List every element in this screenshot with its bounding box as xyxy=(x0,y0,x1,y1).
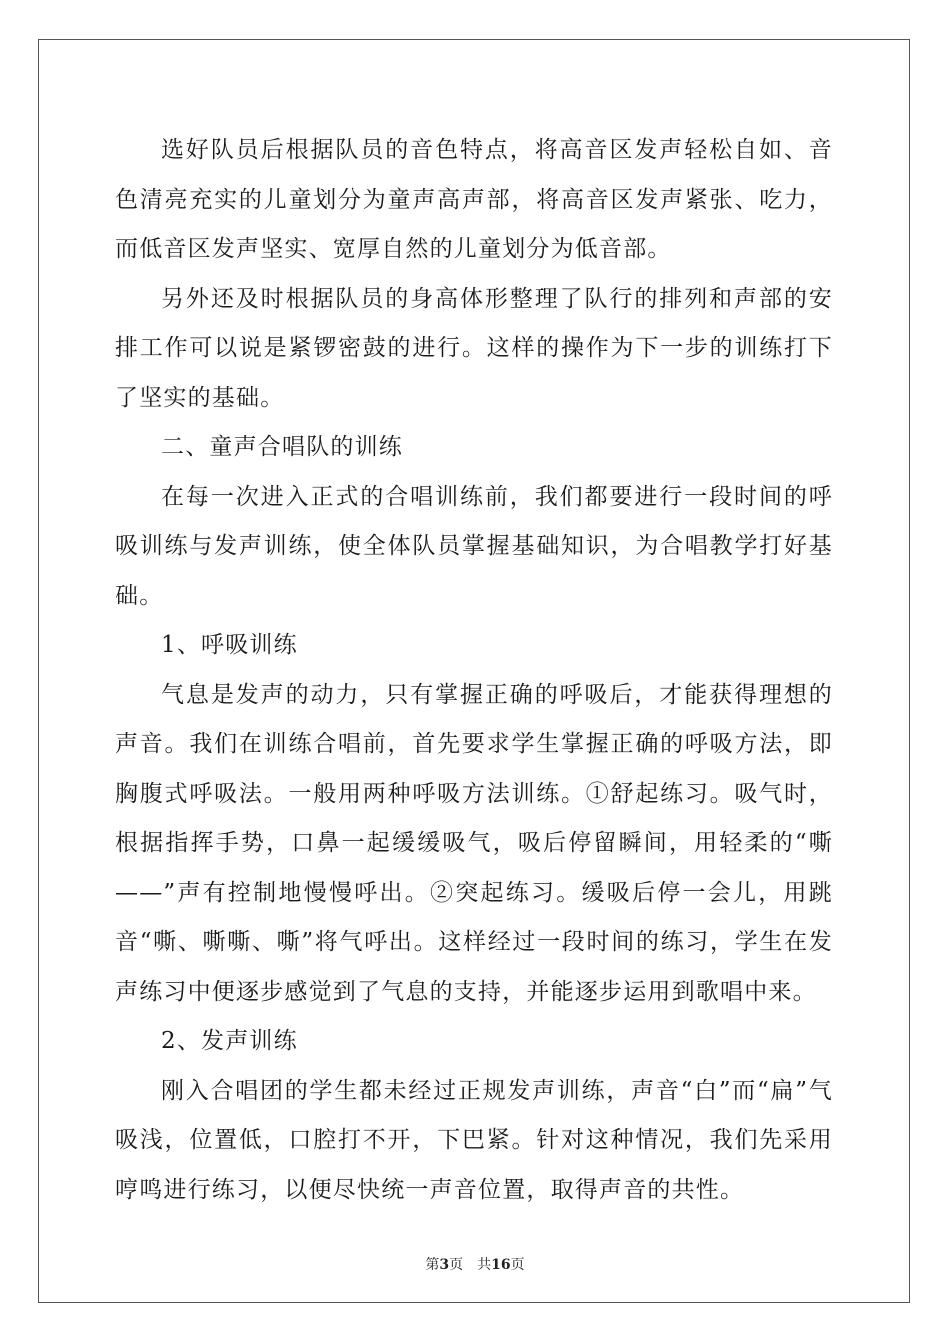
paragraph-1: 选好队员后根据队员的音色特点，将高音区发声轻松自如、音色清亮充实的儿童划分为童声高声部，将高音区发声紧张、吃力，而低音区发声坚实、宽厚自然的儿童划分为低音部。 xyxy=(115,137,833,262)
document-body xyxy=(115,126,833,1215)
subheading-breathing: 1、呼吸训练 xyxy=(161,632,298,658)
page-footer xyxy=(0,1254,950,1274)
paragraph-2: 另外还及时根据队员的身高体形整理了队行的排列和声部的安排工作可以说是紧锣密鼓的进行。这样的操作为下一步的训练打下了坚实的基础。 xyxy=(115,285,833,411)
footer-suffix: 页 xyxy=(510,1257,525,1273)
current-page-number: 3 xyxy=(439,1257,450,1273)
total-pages-number: 16 xyxy=(491,1257,511,1273)
subheading-vocal: 2、发声训练 xyxy=(161,1028,298,1054)
paragraph-3: 在每一次进入正式的合唱训练前，我们都要进行一段时间的呼吸训练与发声训练，使全体队员掌握基础知识，为合唱教学打好基础。 xyxy=(115,483,833,609)
footer-prefix: 第 xyxy=(425,1257,440,1273)
paragraph-4: 气息是发声的动力，只有掌握正确的呼吸后，才能获得理想的声音。我们在训练合唱前，首先要求学生掌握正确的呼吸方法，即胸腹式呼吸法。一般用两种呼吸方法训练。①舒起练习。吸气时，根据指挥手势，口鼻一起缓缓吸气，吸后停留瞬间，用轻柔的“嘶——”声有控制地慢慢呼出。②突起练习。缓吸后停一会儿，用跳音“嘶、嘶嘶、嘶”将气呼出。这样经过一段时间的练习，学生在发声练习中便逐步感觉到了气息的支持，并能逐步运用到歌唱中来。 xyxy=(115,681,833,1005)
footer-mid: 页 共 xyxy=(449,1257,492,1273)
section-heading-2: 二、童声合唱队的训练 xyxy=(161,434,403,460)
paragraph-5: 刚入合唱团的学生都未经过正规发声训练，声音“白”而“扁”气吸浅，位置低，口腔打不开，下巴紧。针对这种情况，我们先采用哼鸣进行练习，以便尽快统一声音位置，取得声音的共性。 xyxy=(115,1077,833,1203)
